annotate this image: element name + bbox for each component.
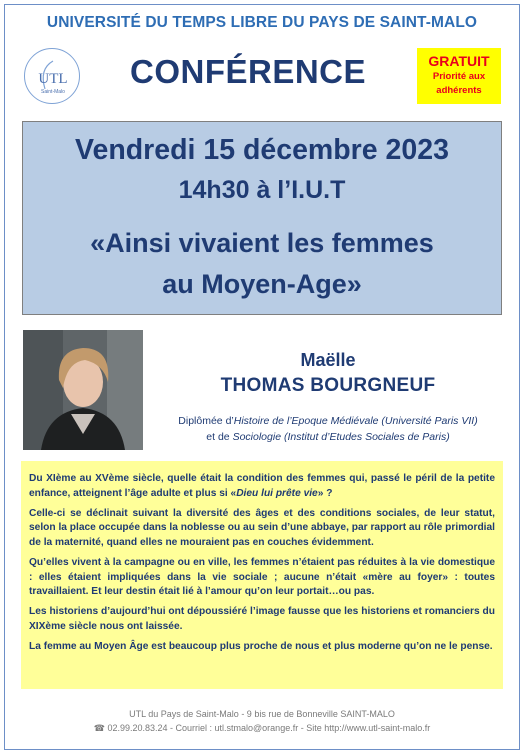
cred1-italic: Histoire de l’Epoque Médiévale (Université Paris VII) <box>233 415 478 427</box>
description-paragraph-3: Qu’elles vivent à la campagne ou en ville, les femmes n’étaient pas réduites à la vie domestique : elles étaient impliquées dans la vie sociale ; aucune n’était «mère au foyer» : toutes travaillaient. Et leur destin était lié à l’amour qu’on leur portait…ou pas. <box>29 556 495 598</box>
speaker-last-name: THOMAS BOURGNEUF <box>220 375 436 396</box>
footer-contact: ☎ 02.99.20.83.24 - Courriel : utl.stmalo@orange.fr - Site http://www.utl-saint-malo.fr <box>93 723 431 733</box>
free-badge-line2: adhérents <box>436 85 482 96</box>
event-date: Vendredi 15 décembre 2023 <box>75 134 449 166</box>
description-paragraph-1: Du XIème au XVème siècle, quelle était la condition des femmes qui, passé le péril de la petite enfance, atteignent l’âge adulte et plus si «Dieu lui prête vie» ? <box>29 473 495 499</box>
event-title-line2: au Moyen-Age» <box>162 269 362 299</box>
description-paragraph-4: Les historiens d’aujourd’hui ont dépoussiéré l’image fausse que les historiens et romanciers du XIXème siècle nous ont laissée. <box>29 606 495 632</box>
event-title-line1: «Ainsi vivaient les femmes <box>90 228 434 258</box>
footer-address: UTL du Pays de Saint-Malo - 9 bis rue de Bonneville SAINT-MALO <box>129 709 395 719</box>
conference-title: CONFÉRENCE <box>129 53 367 90</box>
cred1-prefix: Diplômée d’ <box>178 415 234 427</box>
logo-caption: Saint-Malo <box>41 89 65 95</box>
event-time-place: 14h30 à l’I.U.T <box>178 176 346 204</box>
description-paragraph-5: La femme au Moyen Âge est beaucoup plus proche de nous et plus moderne qu’on ne le pense. <box>29 640 493 652</box>
logo-letters: UTL <box>38 71 68 87</box>
free-badge <box>417 48 501 104</box>
description-paragraph-2: Celle-ci se déclinait suivant la diversité des âges et des conditions sociales, de leur statut, selon la place occupée dans la noblesse ou au sein d’une abbaye, par rapport au rôle primordial de la maternité, quand elles ne mouraient pas en couches évidemment. <box>29 507 495 548</box>
speaker-portrait-image <box>23 330 143 450</box>
description-quote: Dieu lui prête vie <box>236 487 318 499</box>
event-info-box <box>22 121 502 315</box>
utl-logo-icon <box>25 49 81 105</box>
speaker-photo <box>23 330 143 450</box>
free-badge-line1: Priorité aux <box>432 71 486 82</box>
utl-logo <box>24 48 80 104</box>
cred2-italic: Sociologie (Institut d’Etudes Sociales de Paris) <box>232 431 450 443</box>
speaker-credential-2 <box>150 431 506 443</box>
cred2-prefix: et de <box>206 431 233 443</box>
description-box <box>21 461 503 689</box>
speaker-first-name: Maëlle <box>300 350 356 370</box>
speaker-credential-1 <box>150 415 506 427</box>
free-badge-title: GRATUIT <box>428 53 490 69</box>
organization-title: UNIVERSITÉ DU TEMPS LIBRE DU PAYS DE SAINT-MALO <box>46 14 478 31</box>
